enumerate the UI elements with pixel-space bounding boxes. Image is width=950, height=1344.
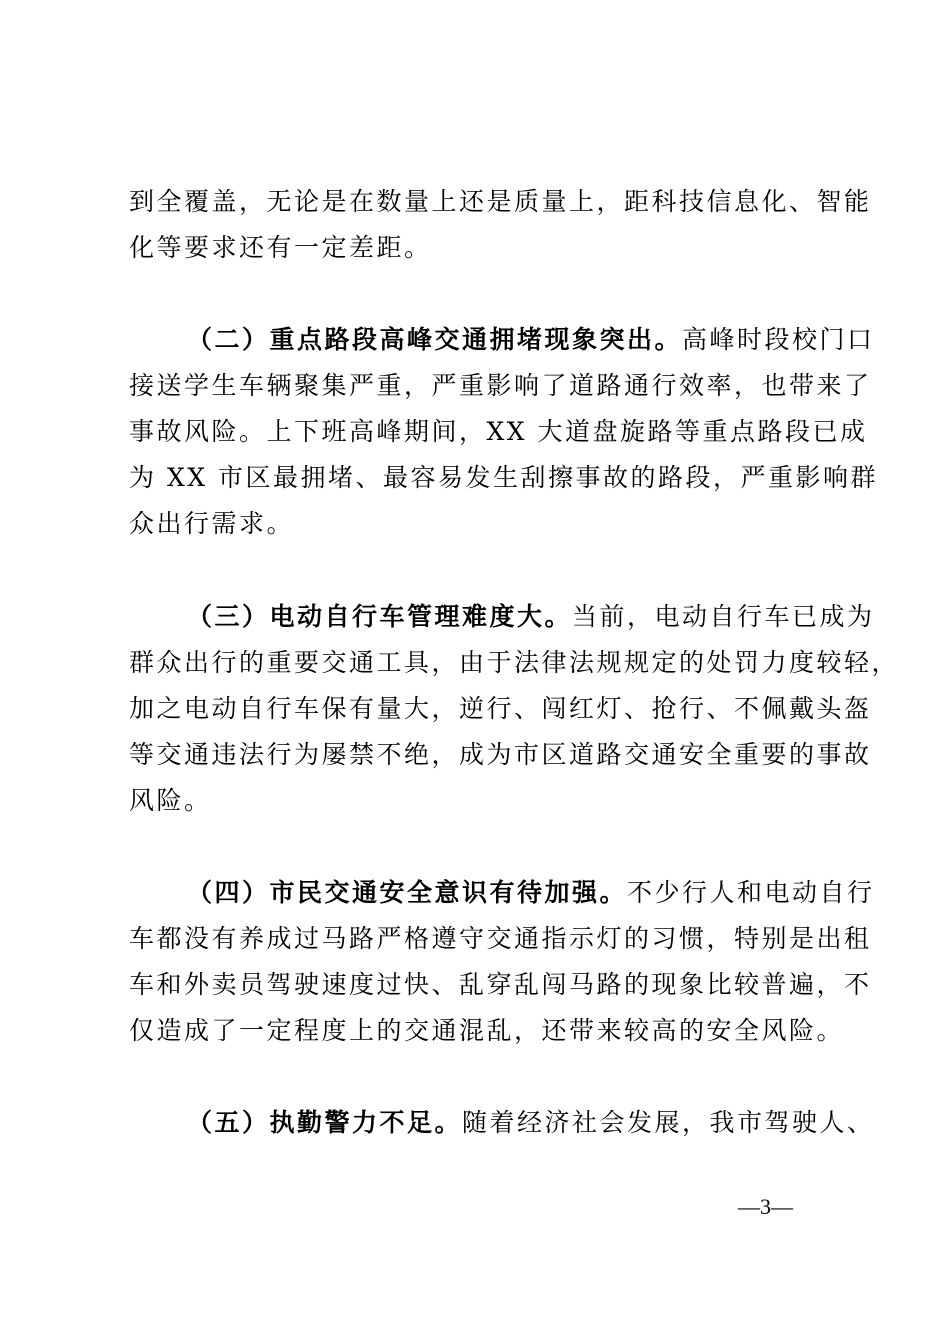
body-text: 众出行需求。 <box>129 509 295 538</box>
paragraph-line <box>129 1018 844 1043</box>
paragraph-first-line <box>187 880 875 905</box>
paragraph-line <box>129 788 212 813</box>
paragraph-line <box>129 235 432 260</box>
paragraph-line <box>129 696 872 721</box>
paragraph-line <box>129 650 899 675</box>
body-text: 车和外卖员驾驶速度过快、乱穿乱闯马路的现象比较普遍，不 <box>129 970 872 999</box>
paragraph-first-line <box>187 604 875 629</box>
paragraph-line <box>129 742 872 767</box>
body-text: 车都没有养成过马路严格遵守交通指示灯的习惯，特别是出租 <box>129 924 872 953</box>
body-text: 事故风险。上下班高峰期间，XX 大道盘旋路等重点路段已成 <box>129 417 868 446</box>
section-heading: （三）电动自行车管理难度大。 <box>187 602 573 631</box>
paragraph-line <box>129 511 294 536</box>
section-heading: （四）市民交通安全意识有待加强。 <box>187 878 628 907</box>
body-text: 等交通违法行为屡禁不绝，成为市区道路交通安全重要的事故 <box>129 740 872 769</box>
body-text: 群众出行的重要交通工具，由于法律法规规定的处罚力度较轻， <box>129 648 900 677</box>
body-text: 不少行人和电动自行 <box>627 878 875 907</box>
body-text: 为 XX 市区最拥堵、最容易发生刮擦事故的路段，严重影响群 <box>129 463 878 492</box>
section-heading: （五）执勤警力不足。 <box>187 1108 463 1137</box>
body-text: 随着经济社会发展，我市驾驶人、 <box>462 1108 875 1137</box>
body-text: 接送学生车辆聚集严重，严重影响了道路通行效率，也带来了 <box>129 371 872 400</box>
body-text: 仅造成了一定程度上的交通混乱，还带来较高的安全风险。 <box>129 1016 845 1045</box>
body-text: 当前，电动自行车已成为 <box>572 602 875 631</box>
body-text: 风险。 <box>129 786 212 815</box>
body-text: 到全覆盖，无论是在数量上还是质量上，距科技信息化、智能 <box>129 187 872 216</box>
section-heading: （二）重点路段高峰交通拥堵现象突出。 <box>187 325 683 354</box>
paragraph-line <box>129 373 872 398</box>
paragraph-first-line <box>187 327 875 352</box>
paragraph-line <box>129 465 878 490</box>
paragraph-line <box>129 972 872 997</box>
paragraph-line <box>129 189 872 214</box>
body-text: 化等要求还有一定差距。 <box>129 233 432 262</box>
body-text: 高峰时段校门口 <box>682 325 875 354</box>
paragraph-first-line <box>187 1110 875 1135</box>
page-number: —3— <box>738 1194 793 1219</box>
body-text: 加之电动自行车保有量大，逆行、闯红灯、抢行、不佩戴头盔 <box>129 694 872 723</box>
paragraph-line <box>129 419 868 444</box>
paragraph-line <box>129 926 872 951</box>
